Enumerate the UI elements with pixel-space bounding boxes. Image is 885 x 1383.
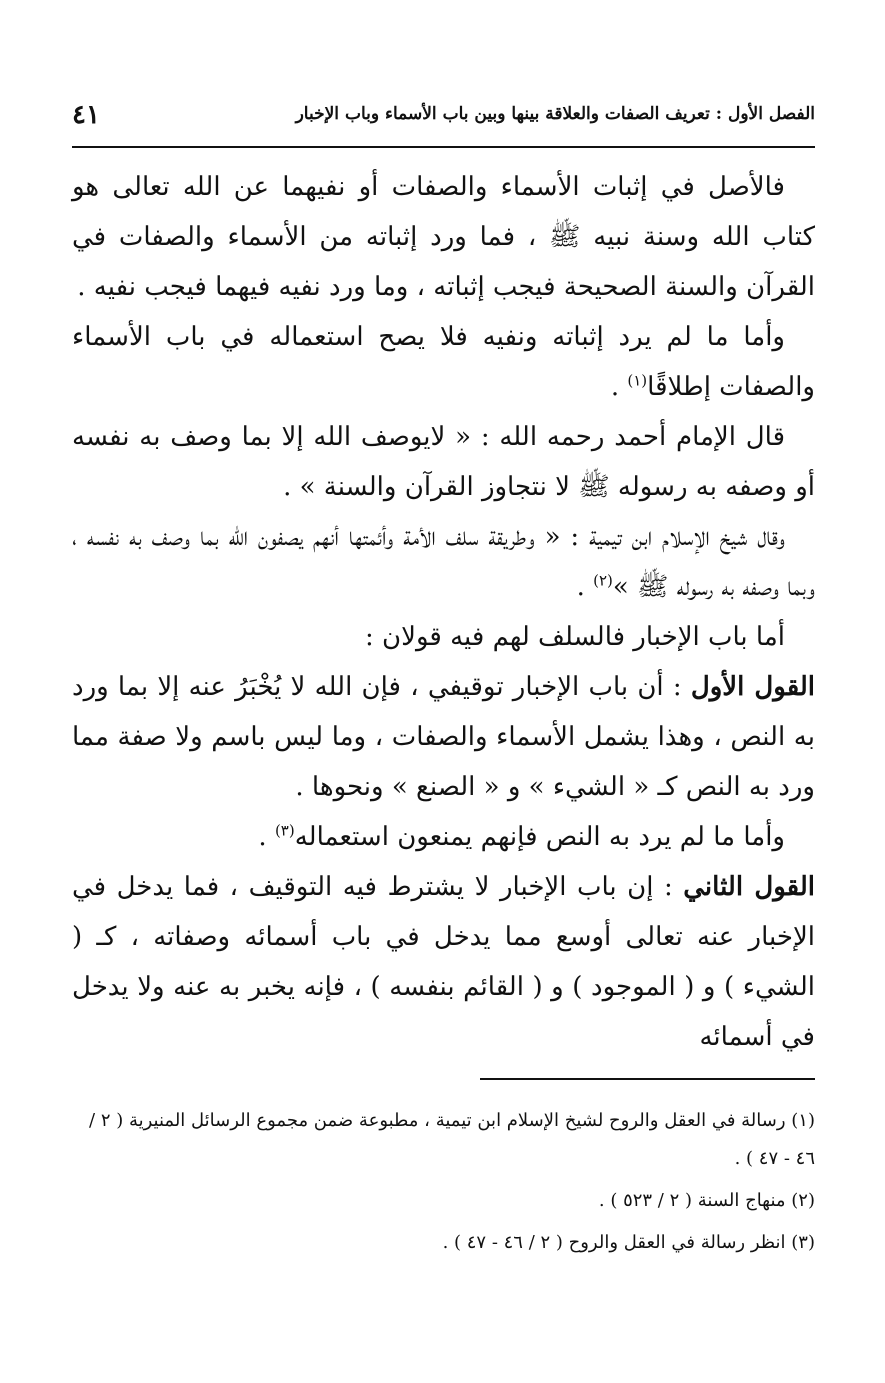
paragraph-4-end: . [576,572,594,602]
paragraph-2 [72,312,815,412]
paragraph-4 [72,512,815,612]
paragraph-7-end: . [258,822,275,852]
paragraph-8-text: : إن باب الإخبار لا يشترط فيه التوقيف ، فما يدخل في الإخبار عنه تعالى أوسع مما يدخل في باب أسمائه وصفاته ، كـ ( الشيء ) و ( الموجود ) و ( القائم بنفسه ) ، فإنه يخبر به عنه ولا يدخل في أسمائه [72,872,815,1052]
second-opinion-heading: القول الثاني [683,872,815,902]
first-opinion-heading: القول الأول [690,672,815,702]
paragraph-2-end: . [610,372,628,402]
footnote-2: (٢) منهاج السنة ( ٢ / ٥٢٣ ) . [598,1190,815,1211]
chapter-title: الفصل الأول : تعريف الصفات والعلاقة بينها وبين باب الأسماء وباب الإخبار [295,104,815,124]
paragraph-4-text: وقال شيخ الإسلام ابن تيمية : « وطريقة سلف الأمة وأئمتها أنهم يصفون الله بما وصف به نفسه ، وبما وصفه به رسوله ﷺ » [72,522,815,602]
footnote-ref-3[interactable]: (٣) [274,821,295,840]
paragraph-3: قال الإمام أحمد رحمه الله : « لايوصف الله إلا بما وصف به نفسه أو وصفه به رسوله ﷺ لا نتجاوز القرآن والسنة » . [72,422,815,502]
footnote-1: (١) رسالة في العقل والروح لشيخ الإسلام ابن تيمية ، مطبوعة ضمن مجموع الرسائل المنيرية ( ٢ / ٤٦ - ٤٧ ) . [89,1110,815,1169]
running-header [72,100,815,148]
page-number: ٤١ [72,100,100,130]
paragraph-6-text: : أن باب الإخبار توقيفي ، فإن الله لا يُخْبَرُ عنه إلا بما ورد به النص ، وهذا يشمل الأسماء والصفات ، وما ليس باسم ولا صفة مما ورد به النص كـ « الشيء » و « الصنع » ونحوها . [72,672,815,802]
main-text [72,162,815,1062]
footnotes [72,1102,815,1266]
footnote-3: (٣) انظر رسالة في العقل والروح ( ٢ / ٤٦ - ٤٧ ) . [442,1232,815,1253]
footnote-ref-2[interactable]: (٢) [593,571,613,590]
paragraph-7-text: وأما ما لم يرد به النص فإنهم يمنعون استعماله [294,822,785,852]
paragraph-7 [72,812,815,862]
paragraph-2-text: وأما ما لم يرد إثباته ونفيه فلا يصح استعماله في باب الأسماء والصفات إطلاقًا [72,322,815,402]
paragraph-8 [72,862,815,1062]
footnote-ref-1[interactable]: (١) [627,371,648,390]
paragraph-1: فالأصل في إثبات الأسماء والصفات أو نفيهما عن الله تعالى هو كتاب الله وسنة نبيه ﷺ ، فما ورد إثباته من الأسماء والصفات في القرآن والسنة الصحيحة فيجب إثباته ، وما ورد نفيه فيهما فيجب نفيه . [72,172,815,302]
paragraph-6 [72,662,815,812]
paragraph-5: أما باب الإخبار فالسلف لهم فيه قولان : [365,622,785,652]
footnote-divider [480,1078,815,1080]
